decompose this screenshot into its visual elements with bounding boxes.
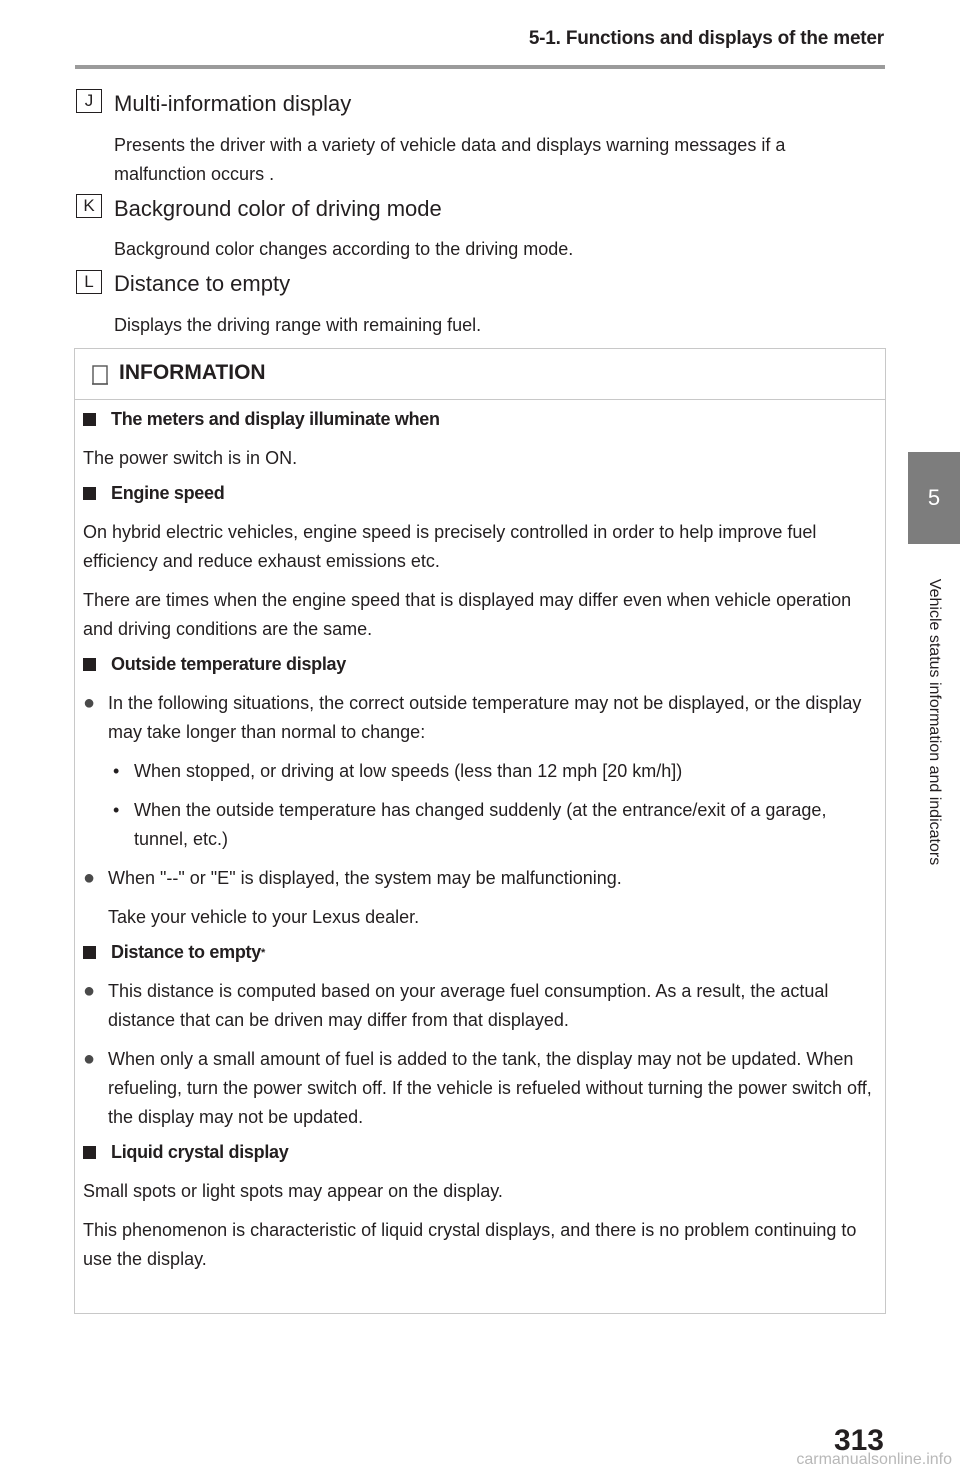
item-marker-l: L xyxy=(76,270,102,294)
round-bullet-icon: ● xyxy=(83,980,96,1002)
paragraph: On hybrid electric vehicles, engine speed is precisely controlled in order to help improve fuel efficiency and reduce exhaust emissions etc. xyxy=(83,522,817,571)
sub-bullet-icon: • xyxy=(113,761,120,781)
page-number: 313 xyxy=(833,1424,884,1457)
bullet-item: ● This distance is computed based on your average fuel consumption. As a result, the actual distance that can be driven may differ from that displayed. xyxy=(83,977,878,1035)
information-box xyxy=(74,348,886,1314)
section-heading: Liquid crystal display xyxy=(83,1142,878,1163)
bullet-item: ● In the following situations, the correct outside temperature may not be displayed, or the display may take longer than normal to change: xyxy=(83,689,878,747)
round-bullet-icon: ● xyxy=(83,692,96,714)
paragraph: There are times when the engine speed that is displayed may differ even when vehicle operation and driving conditions are the same. xyxy=(83,590,852,639)
sub-bullet-icon: • xyxy=(113,800,120,820)
bullet-item: ● When only a small amount of fuel is added to the tank, the display may not be updated. When refueling, turn the power switch off. If the vehicle is refueled without turning the power switch off, the display may not be updated. xyxy=(83,1045,878,1132)
section-heading: Distance to empty * xyxy=(83,942,878,963)
square-bullet-icon xyxy=(83,413,96,426)
paragraph: Take your vehicle to your Lexus dealer. xyxy=(108,907,420,927)
bullet-item: ● When "--" or "E" is displayed, the system may be malfunctioning. xyxy=(83,864,878,893)
square-bullet-icon xyxy=(83,1146,96,1159)
chapter-number: 5 xyxy=(927,485,941,510)
item-title-j: Multi-information display xyxy=(114,91,352,116)
item-desc-j: Presents the driver with a variety of vehicle data and displays warning messages if a malfunction occurs . xyxy=(114,135,786,184)
section-heading: The meters and display illuminate when xyxy=(83,409,878,430)
information-header xyxy=(75,349,885,400)
information-body xyxy=(83,409,878,1284)
sub-bullet-item: • When the outside temperature has changed suddenly (at the entrance/exit of a garage, tunnel, etc.) xyxy=(83,796,878,854)
item-marker-k: K xyxy=(76,194,102,218)
memo-icon xyxy=(91,365,111,392)
item-title-k: Background color of driving mode xyxy=(114,196,442,221)
section-header: 5-1. Functions and displays of the meter xyxy=(528,28,884,49)
item-title-l: Distance to empty xyxy=(114,271,291,296)
item-marker-j: J xyxy=(76,89,102,113)
watermark: carmanualsonline.info xyxy=(796,1451,952,1468)
information-title: INFORMATION xyxy=(119,361,266,384)
square-bullet-icon xyxy=(83,946,96,959)
chapter-label: Vehicle status information and indicators xyxy=(926,578,943,866)
section-heading: Outside temperature display xyxy=(83,654,878,675)
round-bullet-icon: ● xyxy=(83,867,96,889)
square-bullet-icon xyxy=(83,487,96,500)
round-bullet-icon: ● xyxy=(83,1048,96,1070)
square-bullet-icon xyxy=(83,658,96,671)
item-desc-k: Background color changes according to the driving mode. xyxy=(114,239,574,259)
paragraph: The power switch is in ON. xyxy=(83,448,298,468)
section-heading: Engine speed xyxy=(83,483,878,504)
paragraph: Small spots or light spots may appear on the display. xyxy=(83,1181,503,1201)
item-desc-l: Displays the driving range with remaining fuel. xyxy=(114,315,482,335)
header-rule xyxy=(75,65,885,69)
paragraph: This phenomenon is characteristic of liquid crystal displays, and there is no problem continuing to use the display. xyxy=(83,1220,857,1269)
sub-bullet-item: • When stopped, or driving at low speeds (less than 12 mph [20 km/h]) xyxy=(83,757,878,786)
chapter-tab xyxy=(908,452,960,544)
